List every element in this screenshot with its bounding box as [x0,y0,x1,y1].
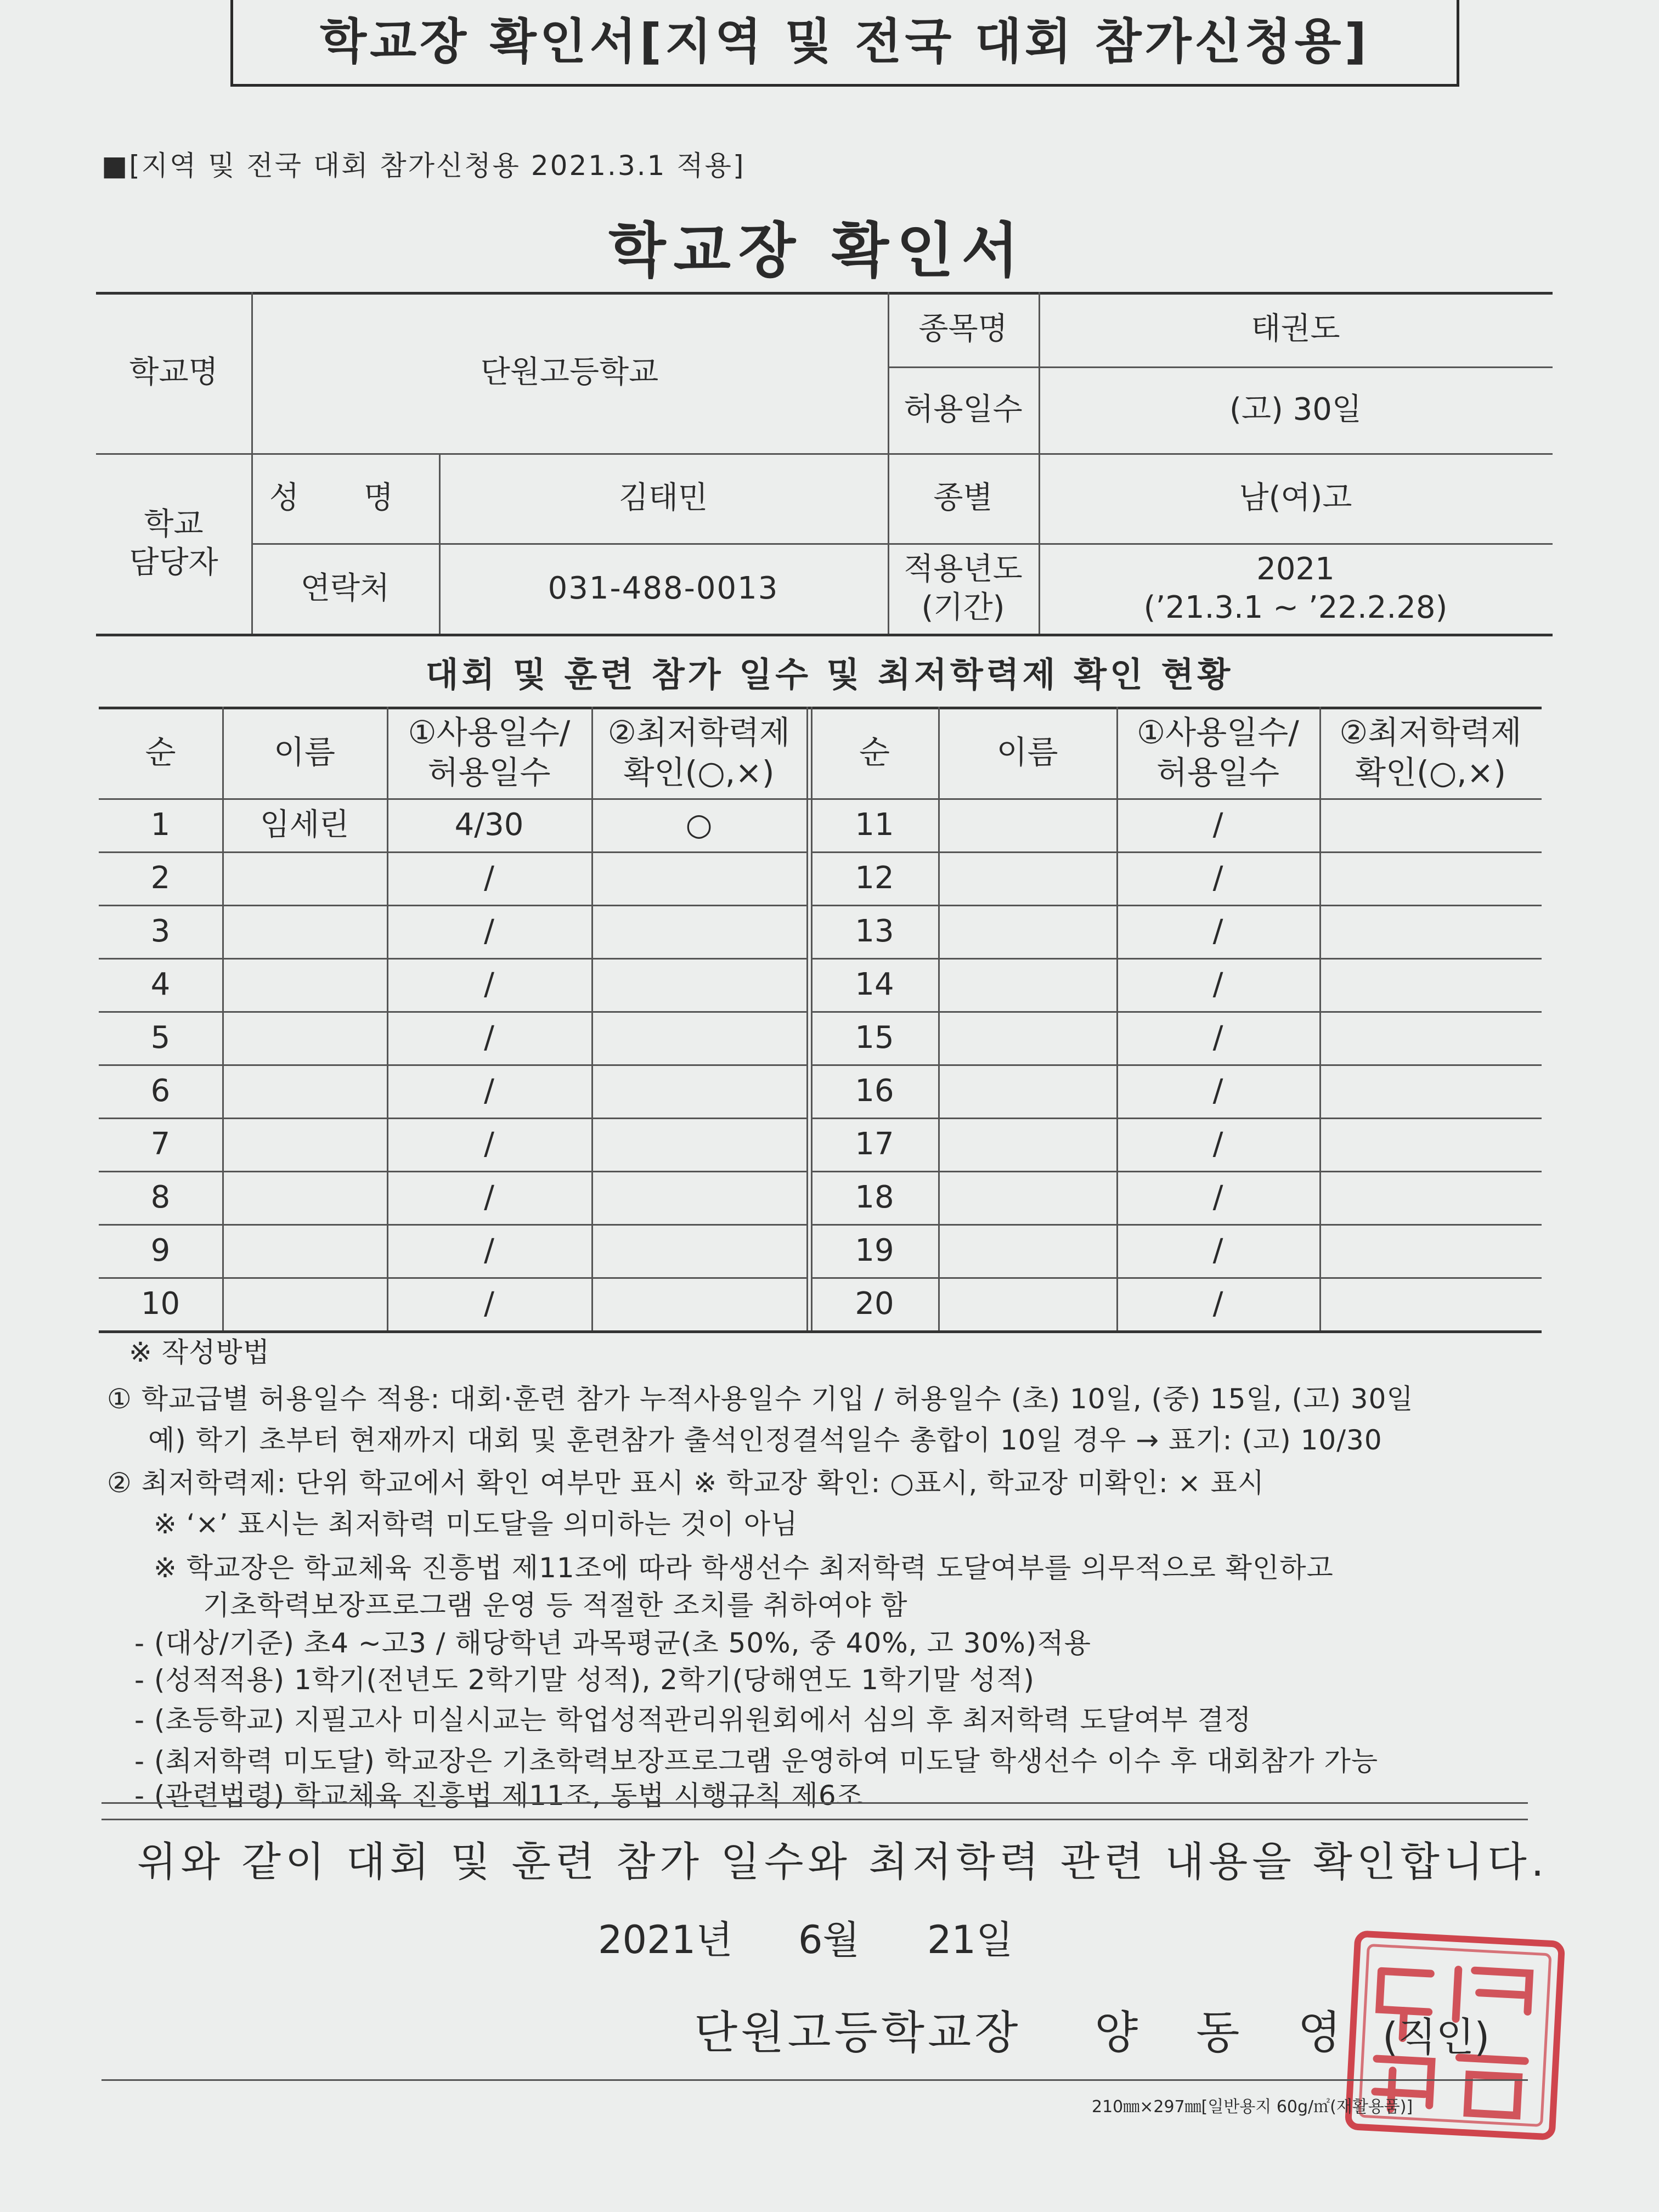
row-name [222,1277,387,1330]
row-number: 14 [855,966,894,1002]
row-number: 6 [150,1073,171,1109]
row-number: 3 [150,913,171,949]
row-name [938,1064,1116,1118]
row-days: / [484,1019,494,1056]
row-name: 임세린 [259,806,349,843]
col-header-name-left: 이름 [273,733,336,771]
apply-year-label [888,543,1039,634]
sport-label: 종목명 [918,311,1008,347]
row-days: / [1212,806,1223,843]
row-number: 5 [150,1019,171,1056]
row-days: / [484,1285,494,1322]
col-header-days-left [387,707,591,798]
row-check [1319,851,1542,905]
instruction-line: ① 학교급별 허용일수 적용: 대회·훈련 참가 누적사용일수 기입 / 허용일수 (초) 10일, (중) 15일, (고) 30일 [107,1383,1414,1415]
apply-period: (’21.3.1 ~ ’22.2.28) [1143,589,1448,625]
row-name [222,1011,387,1064]
row-name [222,1171,387,1224]
row-number: 7 [150,1126,171,1162]
row-name [938,798,1116,851]
row-check [1319,1118,1542,1171]
row-days: / [484,1126,494,1162]
row-check [1319,798,1542,851]
row-number: 15 [855,1019,894,1056]
row-name [222,905,387,958]
row-number: 12 [855,860,894,896]
allowed-days-label: 허용일수 [904,392,1023,427]
row-number: 17 [855,1126,894,1162]
date-year: 2021년 [598,1917,733,1962]
col-header-check-line2: 확인(○,×) [623,753,775,791]
row-days: 4/30 [454,806,524,843]
row-check [591,1171,806,1224]
confirmation-statement: 위와 같이 대회 및 훈련 참가 일수와 최저학력 관련 내용을 확인합니다. [137,1838,1549,1886]
contact-name-value: 김태민 [618,480,708,516]
row-number: 18 [855,1179,894,1215]
row-days: / [484,1073,494,1109]
principal-name: 양 동 영 [1094,2007,1363,2059]
col-header-no-left: 순 [145,733,176,771]
instruction-line: 기초학력보장프로그램 운영 등 적절한 조치를 취하여야 함 [203,1589,908,1621]
instruction-line: 예) 학기 초부터 현재까지 대회 및 훈련참가 출석인정결석일수 총합이 10일 경우 → 표기: (고) 10/30 [148,1424,1383,1456]
row-check [591,905,806,958]
gender-label: 종별 [933,480,993,516]
phone-label: 연락처 [300,570,390,606]
row-name [938,1277,1116,1330]
row-check [591,958,806,1011]
row-check [591,1011,806,1064]
row-number: 8 [150,1179,171,1215]
row-check [1319,958,1542,1011]
col-header-check-right [1319,707,1542,798]
instruction-line: ※ ‘×’ 표시는 최저학력 미도달을 의미하는 것이 아님 [154,1508,798,1540]
row-days: / [484,913,494,949]
row-check [591,1064,806,1118]
row-check [1319,1224,1542,1277]
apply-year-label-line1: 적용년도 [904,551,1023,587]
instruction-line: ② 최저학력제: 단위 학교에서 확인 여부만 표시 ※ 학교장 확인: ○표시, 학교장 미확인: × 표시 [107,1467,1265,1499]
instruction-line: - (최저학력 미도달) 학교장은 기초학력보장프로그램 운영하여 미도달 학생선수 이수 후 대회참가 가능 [134,1745,1379,1777]
apply-year-label-line2: (기간) [921,589,1005,625]
col-header-name-right: 이름 [996,733,1058,771]
row-number: 13 [855,913,894,949]
row-days: / [484,1179,494,1215]
contact-person-label-line2: 담당자 [129,544,218,580]
page-title: 학교장 확인서 [608,217,1026,285]
apply-year-value [1039,543,1553,634]
col-header-check-line2: 확인(○,×) [1355,753,1506,791]
phone-value: 031-488-0013 [548,570,779,606]
row-days: / [1212,966,1223,1002]
row-number: 1 [150,806,171,843]
instruction-line: ※ 학교장은 학교체육 진흥법 제11조에 따라 학생선수 최저학력 도달여부를 의무적으로 확인하고 [154,1552,1334,1584]
row-days: / [484,1232,494,1268]
row-number: 20 [855,1285,894,1322]
col-header-check-left [591,707,806,798]
row-name [222,1118,387,1171]
row-name [222,958,387,1011]
row-number: 10 [140,1285,180,1322]
row-name [938,1171,1116,1224]
col-header-days-line2: 허용일수 [427,753,551,791]
instruction-line: - (성적적용) 1학기(전년도 2학기말 성적), 2학기(당해연도 1학기말 성적) [134,1664,1035,1696]
col-header-check-line1: ②최저학력제 [607,714,791,751]
row-name [938,1118,1116,1171]
instruction-line: - (관련법령) 학교체육 진흥법 제11조, 동법 시행규칙 제6조 [134,1780,864,1812]
row-number: 9 [150,1232,171,1268]
row-days: / [1212,1019,1223,1056]
row-number: 2 [150,860,171,896]
school-principal-title: 단원고등학교장 [694,2007,1022,2059]
row-days: / [1212,1285,1223,1322]
row-days: / [1212,913,1223,949]
row-check [1319,905,1542,958]
sport-value: 태권도 [1251,311,1340,347]
row-number: 16 [855,1073,894,1109]
col-header-days-right [1116,707,1319,798]
row-days: / [1212,1179,1223,1215]
row-name [938,1224,1116,1277]
row-check [1319,1171,1542,1224]
school-name-label: 학교명 [129,354,218,390]
row-name [938,1011,1116,1064]
row-days: / [1212,1126,1223,1162]
applicability-note: ■[지역 및 전국 대회 참가신청용 2021.3.1 적용] [101,150,746,182]
row-check: ○ [685,806,713,843]
row-name [938,851,1116,905]
school-name-value: 단원고등학교 [480,354,659,390]
instructions-heading: ※ 작성방법 [129,1336,270,1368]
col-header-no-right: 순 [859,733,890,771]
row-days: / [1212,1073,1223,1109]
row-check [591,1224,806,1277]
row-name [222,851,387,905]
date-day: 21일 [927,1917,1013,1962]
contact-person-label-line1: 학교 [144,506,204,542]
row-days: / [1212,860,1223,896]
row-name [222,1224,387,1277]
row-check [1319,1277,1542,1330]
row-days: / [484,966,494,1002]
col-header-days-line1: ①사용일수/ [1137,714,1299,751]
row-number: 19 [855,1232,894,1268]
row-name [938,958,1116,1011]
instruction-line: - (대상/기준) 초4 ~고3 / 해당학년 과목평균(초 50%, 중 40%, 고 30%)적용 [134,1627,1091,1659]
date-month: 6월 [798,1917,860,1962]
row-check [591,1118,806,1171]
row-check [1319,1064,1542,1118]
col-header-days-line2: 허용일수 [1156,753,1280,791]
document-header-box: 학교장 확인서[지역 및 전국 대회 참가신청용] [230,0,1459,87]
gender-value: 남(여)고 [1239,480,1352,516]
row-check [591,1277,806,1330]
contact-person-label [96,453,251,634]
row-check [591,851,806,905]
col-header-check-line1: ②최저학력제 [1339,714,1522,751]
row-name [938,905,1116,958]
row-number: 11 [855,806,894,843]
row-name [222,1064,387,1118]
col-header-days-line1: ①사용일수/ [408,714,571,751]
section-title: 대회 및 훈련 참가 일수 및 최저학력제 확인 현황 [425,654,1234,695]
allowed-days-value: (고) 30일 [1229,392,1362,427]
instruction-line: - (초등학교) 지필고사 미실시교는 학업성적관리위원회에서 심의 후 최저학력 도달여부 결정 [134,1704,1252,1736]
row-check [1319,1011,1542,1064]
seal-mark-text: (직인) [1383,2014,1490,2060]
name-label: 성 명 [269,480,421,516]
row-days: / [1212,1232,1223,1268]
paper-spec-footer: 210㎜×297㎜[일반용지 60g/㎡(재활용품)] [1092,2097,1413,2117]
apply-year: 2021 [1256,551,1335,587]
row-number: 4 [150,966,171,1002]
row-days: / [484,860,494,896]
